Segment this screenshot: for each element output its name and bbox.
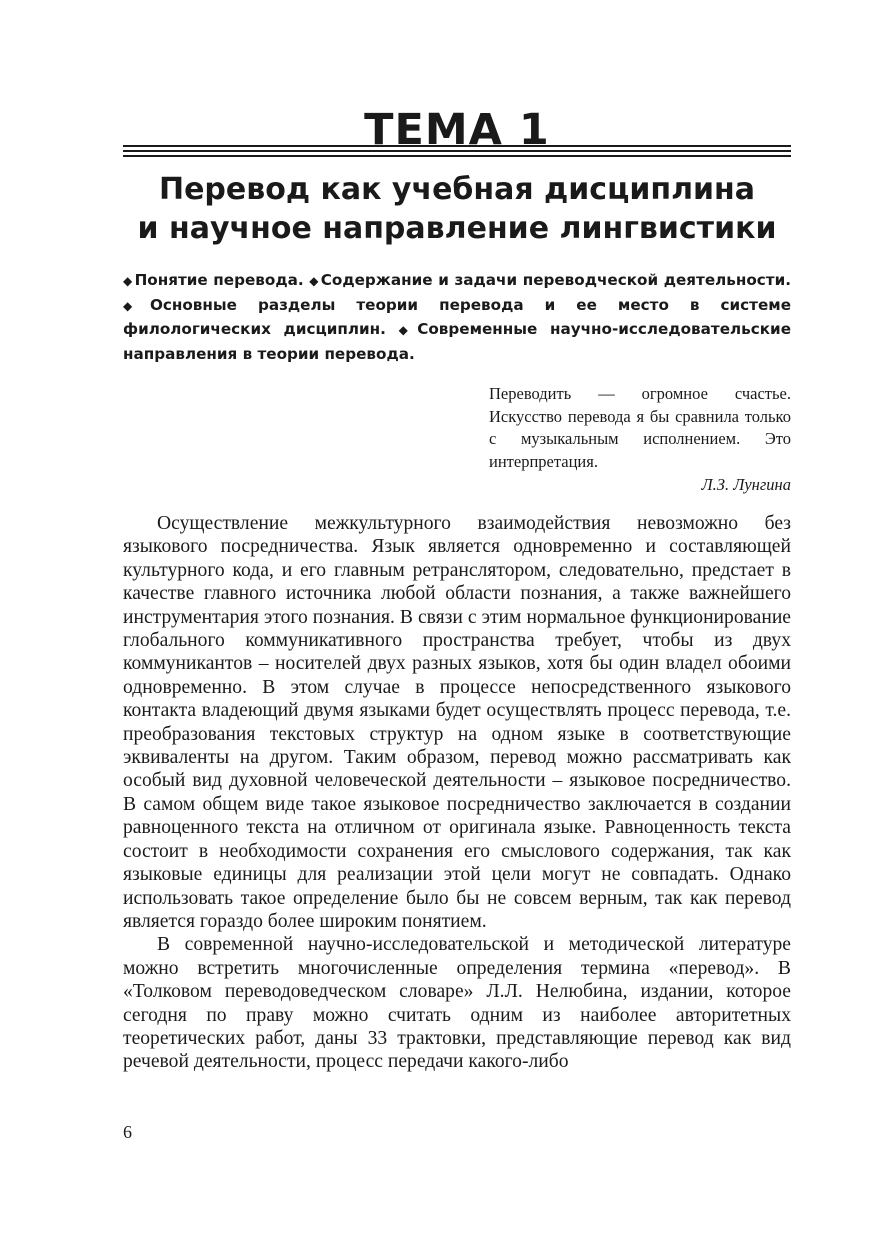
page-number: 6 [123,1122,132,1142]
topic-item: Основные разделы теории перевода и ее место в системе филологических дисциплин. [123,295,791,338]
topic-item: Содержание и задачи переводческой деятельности. [320,271,792,289]
chapter-title-line-2: и научное направление лингвистики [137,211,777,246]
body-paragraph: В современной научно-исследовательской и методической литературе можно встретить многочисленные определения термина «перевод». В «Толковом переводоведческом словаре» Л.Л. Нелюбина, издании, которое сегодня по праву можно считать одним из наиболее авторитетных теоретических работ, даны 33 трактовки, представляющие перевод как вид речевой деятельности, процесс передачи какого-либо [123,934,791,1073]
diamond-bullet-icon: ◆ [398,323,416,337]
chapter-title-line-1: Перевод как учебная дисциплина [158,172,756,207]
epigraph-quote: Переводить — огромное счастье. Искусство перевода я бы сравнила только с музыкальным исполнением. Это интерпретация. [489,384,791,471]
body-paragraph: Осуществление межкультурного взаимодействия невозможно без языкового посредничества. Язык является одновременно и составляющей культурного кода, и его главным ретранслятором, следовательно, предстает в качестве главного источника любой области познания, а также важнейшего инструментария этого познания. В связи с этим нормальное функционирование глобального коммуникативного пространства требует, чтобы из двух коммуникантов – носителей двух разных языков, хотя бы один владел обоими одновременно. В этом случае в процессе непосредственного языкового контакта владеющий двумя языками будет осуществлять процесс перевода, т.е. преобразования текстовых структур на одном языке в соответствующие эквиваленты на другом. Таким образом, перевод можно рассматривать как особый вид духовной человеческой деятельности – языковое посредничество. В самом общем виде такое языковое посредничество заключается в создании равноценного текста на отличном от оригинала языке. Равноценность текста состоит в необходимости сохранения его смыслового содержания, так как языковые единицы для реализации этой цели могут не совпадать. Однако использовать такое определение было бы не совсем верным, так как перевод является гораздо более широким понятием. [123,513,791,932]
chapter-label: ТЕМА 1 [364,105,550,155]
topic-item: Современные научно-исследовательские направления в теории перевода. [123,320,791,363]
topic-item: Понятие перевода. [134,271,304,289]
diamond-bullet-icon: ◆ [309,274,319,288]
body-text [123,512,791,1074]
topics-summary [123,269,791,366]
chapter-title [123,170,791,248]
epigraph-author: Л.З. Лунгина [701,475,791,494]
diamond-bullet-icon: ◆ [123,274,133,288]
diamond-bullet-icon: ◆ [123,298,148,313]
